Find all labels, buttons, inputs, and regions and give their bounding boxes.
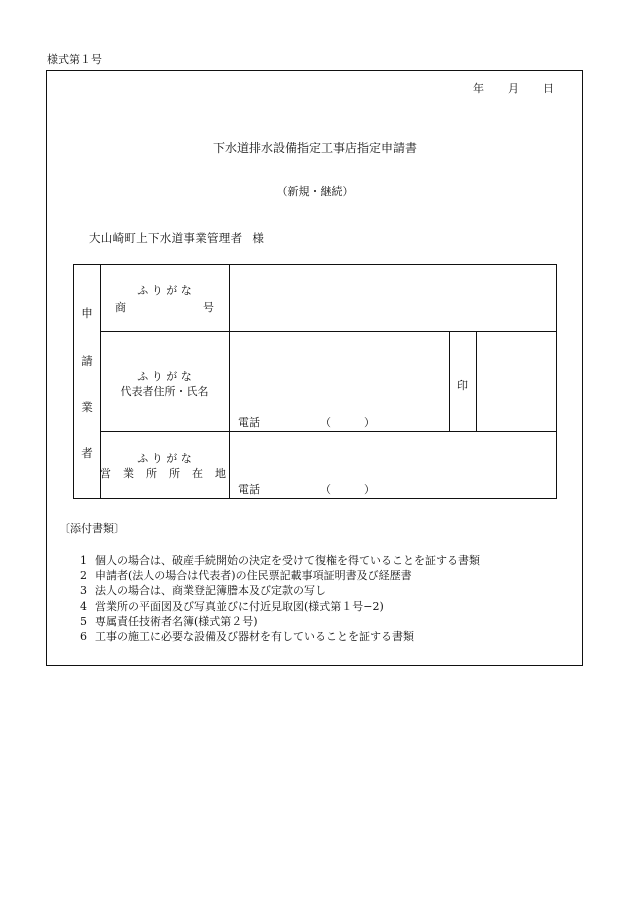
trade-name-input[interactable]	[230, 265, 556, 330]
list-item: 6 工事の施工に必要な設備及び器材を有していることを証する書類	[80, 629, 414, 643]
representative-phone: 電話 （ ）	[238, 416, 375, 429]
date-month-label: 月	[508, 82, 519, 95]
seal-box[interactable]	[477, 332, 556, 430]
list-item: 2 申請者(法人の場合は代表者)の住民票記載事項証明書及び経歴書	[80, 569, 412, 583]
office-location-input[interactable]	[230, 432, 556, 477]
representative-label: 代表者住所・氏名	[120, 385, 209, 398]
office-location-label: 営業所所在地	[100, 467, 238, 480]
attachments-list	[80, 553, 480, 644]
representative-input[interactable]	[230, 332, 448, 407]
representative-furigana-label: ふ り が な	[137, 370, 192, 383]
form-number: 様式第１号	[47, 53, 102, 66]
side-label-char: 請	[81, 354, 93, 368]
list-item: 1 個人の場合は、破産手続開始の決定を受けて復権を得ていることを証する書類	[80, 554, 480, 567]
date-day-label: 日	[543, 82, 554, 95]
side-label-char: 者	[81, 446, 93, 460]
phone-label: 電話	[238, 416, 260, 429]
office-furigana-label: ふ り が な	[137, 452, 192, 465]
trade-name-label-a: 商	[115, 301, 126, 314]
document-title: 下水道排水設備指定工事店指定申請書	[212, 141, 417, 155]
phone-label: 電話	[238, 483, 260, 496]
side-label-char: 申	[81, 306, 93, 320]
list-item: 5 専属責任技術者名簿(様式第２号)	[80, 614, 258, 628]
office-phone: 電話 （ ）	[238, 483, 375, 496]
addressee	[89, 230, 264, 246]
addressee-honorific: 様	[252, 231, 265, 245]
trade-name-label-b: 号	[203, 301, 214, 314]
side-label-char: 業	[81, 400, 93, 414]
application-type: （新規・継続）	[276, 185, 354, 198]
addressee-name: 大山崎町上下水道事業管理者	[89, 231, 243, 245]
list-item: 3 法人の場合は、商業登記簿謄本及び定款の写し	[80, 584, 326, 598]
seal-label: 印	[457, 379, 468, 392]
list-item: 4 営業所の平面図及び写真並びに付近見取図(様式第１号−2)	[80, 599, 384, 613]
date-year-label: 年	[473, 82, 484, 95]
attachments-title: 〔添付書類〕	[59, 522, 125, 535]
trade-name-furigana-label: ふ り が な	[137, 284, 192, 297]
